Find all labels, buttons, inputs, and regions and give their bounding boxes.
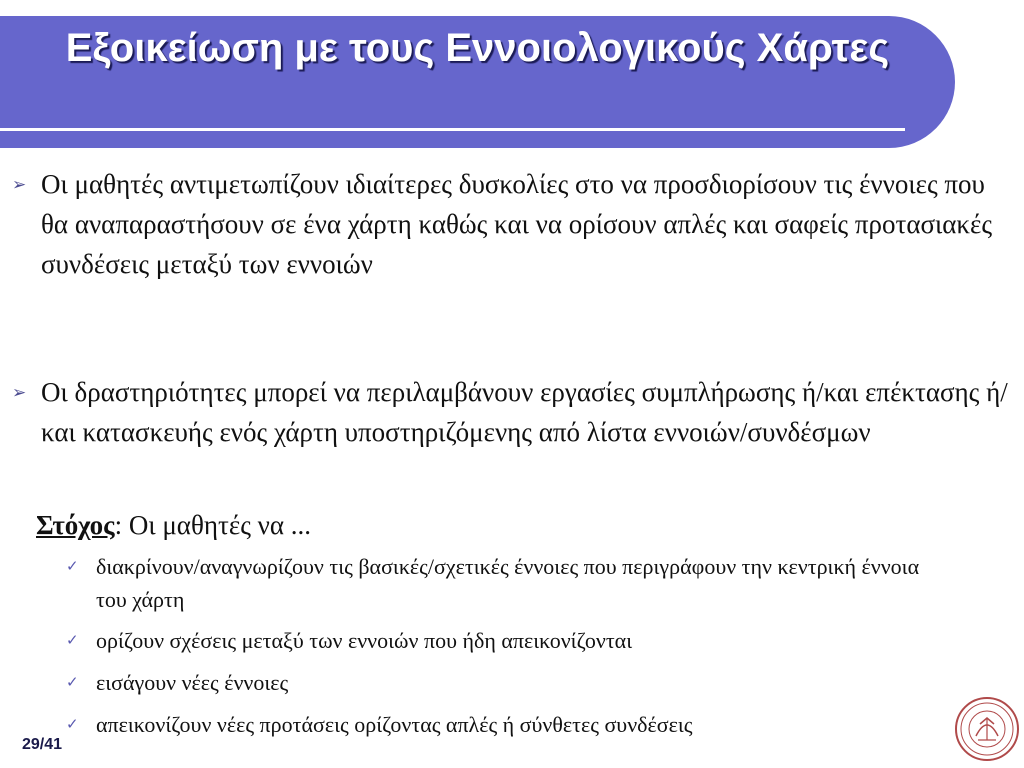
bullet-text: Οι μαθητές αντιμετωπίζουν ιδιαίτερες δυσκολίες στο να προσδιορίσουν τις έννοιες που θα αναπαραστήσουν σε ένα χάρτη καθώς και να ορίσουν απλές και σαφείς προτασιακές συνδέσεις μεταξύ των εννοιών [41, 169, 993, 279]
goal-item-text: εισάγουν νέες έννοιες [96, 670, 289, 695]
checkmark-icon: ✓ [66, 557, 79, 575]
goal-list-item [66, 666, 946, 699]
page-number: 29/41 [22, 736, 63, 753]
goal-list-item [66, 624, 946, 657]
university-seal-icon [954, 696, 1020, 762]
goal-line [36, 506, 311, 544]
goal-item-text: ορίζουν σχέσεις μεταξύ των εννοιών που ήδη απεικονίζονται [96, 628, 633, 653]
slide-title: Εξοικείωση με τους Εννοιολογικούς Χάρτες [65, 26, 890, 70]
checkmark-icon: ✓ [66, 673, 79, 691]
title-underline [0, 128, 905, 131]
bullet-text: Οι δραστηριότητες μπορεί να περιλαμβάνουν εργασίες συμπλήρωσης ή/και επέκτασης ή/και κατασκευής ενός χάρτη υποστηριζόμενης από λίστα εννοιών/συνδέσμων [41, 377, 1008, 447]
checkmark-icon: ✓ [66, 715, 79, 733]
goal-item-text: διακρίνουν/αναγνωρίζουν τις βασικές/σχετικές έννοιες που περιγράφουν την κεντρική έννοια του χάρτη [96, 554, 920, 612]
goal-item-text: απεικονίζουν νέες προτάσεις ορίζοντας απλές ή σύνθετες συνδέσεις [96, 712, 693, 737]
arrow-bullet-icon: ➢ [12, 175, 27, 195]
checkmark-icon: ✓ [66, 631, 79, 649]
bullet-item [12, 164, 1012, 284]
goal-text: : Οι μαθητές να ... [114, 510, 311, 540]
goal-label: Στόχος [36, 510, 115, 540]
bullet-item [12, 372, 1012, 452]
arrow-bullet-icon: ➢ [12, 383, 27, 403]
goal-list-item [66, 708, 946, 741]
goal-list-item [66, 550, 946, 616]
